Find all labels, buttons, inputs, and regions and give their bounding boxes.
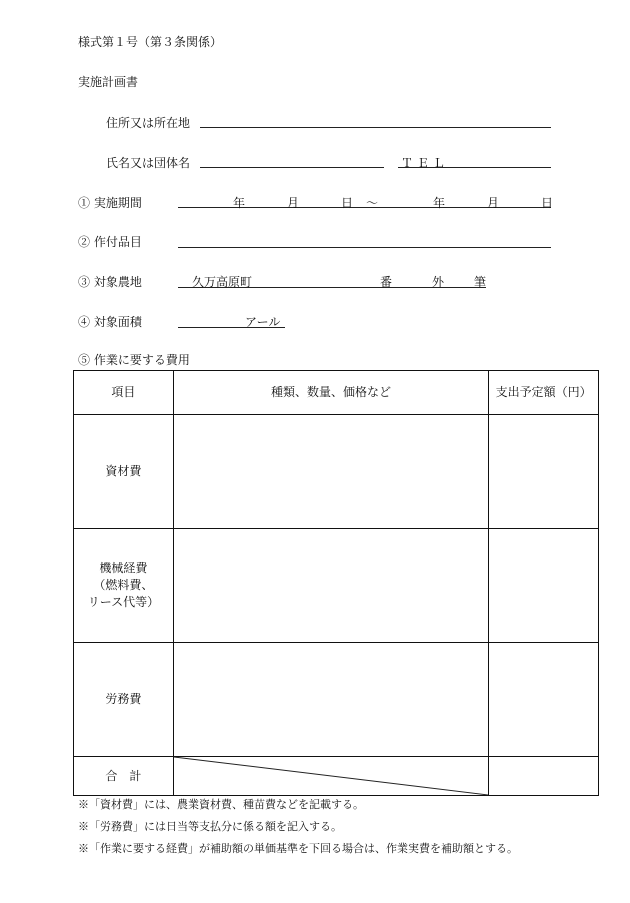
address-label: 住所又は所在地: [106, 116, 191, 130]
row-label-total: 合 計: [74, 757, 174, 796]
total-amount-cell[interactable]: [489, 757, 599, 796]
address-field[interactable]: [200, 127, 551, 128]
table-row-total: [74, 757, 599, 796]
land-ban: 番: [380, 275, 393, 289]
machinery-line-2: （燃料費、: [93, 578, 154, 592]
form-number: 様式第１号（第３条関係）: [78, 35, 223, 49]
table-row-machinery: [74, 529, 599, 643]
diagonal-line: [174, 757, 488, 795]
cost-label: ⑤ 作業に要する費用: [78, 353, 190, 367]
crop-label: ② 作付品目: [78, 235, 142, 249]
land-town: 久万高原町: [192, 275, 253, 289]
period-start-year: 年: [233, 196, 246, 210]
tel-label: ＴＥＬ: [401, 156, 450, 170]
note-3: ※「作業に要する経費」が補助額の単価基準を下回る場合は、作業実費を補助額とする。: [78, 842, 518, 855]
note-1: ※「資材費」には、農業資材費、種苗費などを記載する。: [78, 798, 364, 811]
header-item: 項目: [74, 371, 174, 415]
name-field[interactable]: [200, 167, 384, 168]
period-start-day: 日: [341, 196, 354, 210]
total-details-cell-crossed: [173, 757, 488, 796]
table-header-row: [74, 371, 599, 415]
labor-details-cell[interactable]: [173, 643, 488, 757]
materials-details-cell[interactable]: [173, 415, 488, 529]
header-details: 種類、数量、価格など: [173, 371, 488, 415]
header-amount: 支出予定額（円）: [489, 371, 599, 415]
labor-amount-cell[interactable]: [489, 643, 599, 757]
row-label-machinery: [74, 529, 174, 643]
row-label-materials: 資材費: [74, 415, 174, 529]
period-end-day: 日: [541, 196, 554, 210]
machinery-line-1: 機械経費: [99, 561, 148, 575]
land-label: ③ 対象農地: [78, 275, 142, 289]
materials-amount-cell[interactable]: [489, 415, 599, 529]
area-unit: アール: [245, 315, 281, 329]
tel-field[interactable]: [398, 167, 551, 168]
name-label: 氏名又は団体名: [106, 156, 191, 170]
period-end-year: 年: [433, 196, 446, 210]
machinery-amount-cell[interactable]: [489, 529, 599, 643]
table-row-materials: [74, 415, 599, 529]
period-tilde: ～: [366, 196, 379, 210]
area-label: ④ 対象面積: [78, 315, 142, 329]
row-label-labor: 労務費: [74, 643, 174, 757]
land-hitsu: 筆: [474, 275, 487, 289]
period-label: ① 実施期間: [78, 196, 142, 210]
cost-table: [73, 370, 599, 796]
period-end-month: 月: [487, 196, 500, 210]
land-gai: 外: [432, 275, 445, 289]
document-title: 実施計画書: [78, 75, 139, 89]
machinery-details-cell[interactable]: [173, 529, 488, 643]
machinery-line-3: リース代等）: [87, 595, 160, 609]
crop-field[interactable]: [178, 247, 551, 248]
period-start-month: 月: [287, 196, 300, 210]
table-row-labor: [74, 643, 599, 757]
note-2: ※「労務費」には日当等支払分に係る額を記入する。: [78, 820, 342, 833]
